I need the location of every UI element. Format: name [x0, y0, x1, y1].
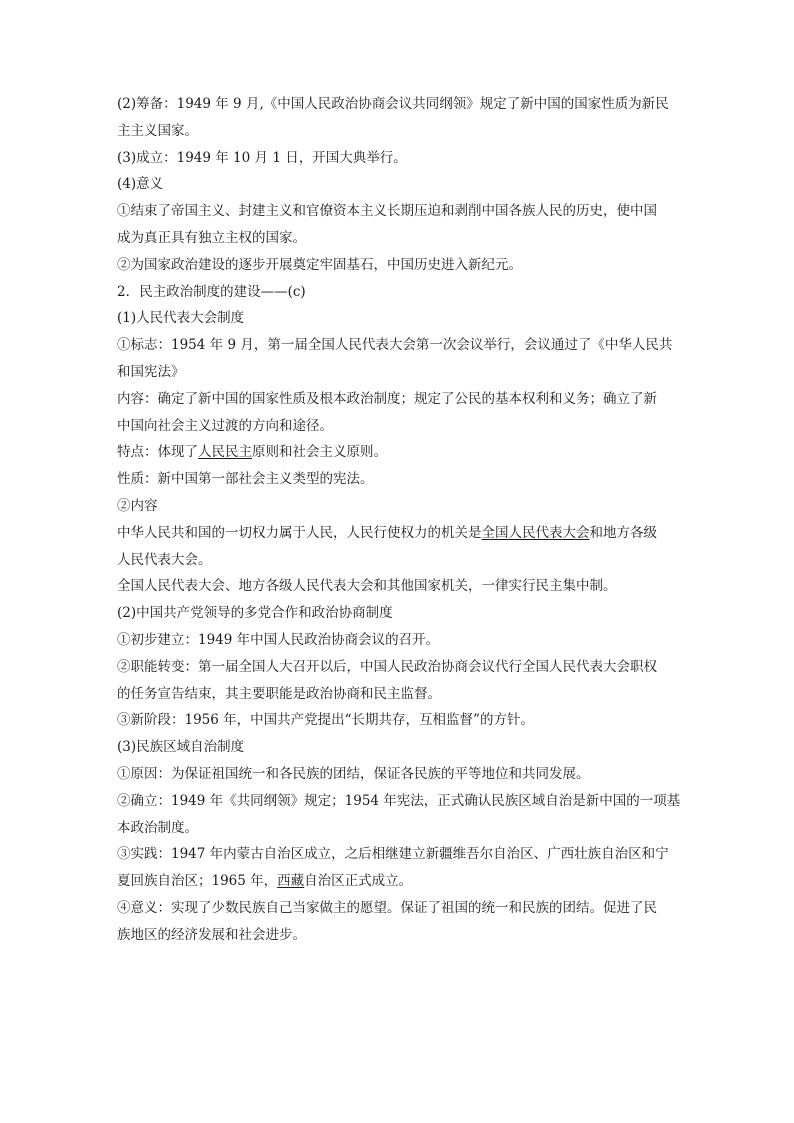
text-segment: ②内容 — [117, 497, 158, 514]
text-segment: ①结束了帝国主义、封建主义和官僚资本主义长期压迫和剥削中国各族人民的历史，使中国 — [117, 203, 657, 220]
text-segment: ②为国家政治建设的逐步开展奠定牢固基石，中国历史进入新纪元。 — [117, 256, 522, 273]
text-line — [117, 439, 683, 466]
text-line — [117, 252, 683, 279]
text-segment: 夏回族自治区；1965 年， — [117, 873, 278, 890]
underlined-term: 全国人民代表大会 — [481, 524, 590, 541]
text-line — [117, 118, 683, 145]
text-line — [117, 413, 683, 440]
text-line — [117, 627, 683, 654]
underlined-term: 人民民主 — [198, 444, 252, 461]
text-line — [117, 841, 683, 868]
text-segment: 主主义国家。 — [117, 122, 198, 139]
text-segment: ③实践：1947 年内蒙古自治区成立，之后相继建立新疆维吾尔自治区、广西壮族自治区和宁 — [117, 846, 669, 863]
text-line — [117, 305, 683, 332]
text-line — [117, 815, 683, 842]
text-segment: ②职能转变：第一届全国人大召开以后，中国人民政治协商会议代行全国人民代表大会职权 — [117, 658, 657, 675]
text-line — [117, 761, 683, 788]
text-segment: ③新阶段：1956 年，中国共产党提出“长期共存，互相监督”的方针。 — [117, 712, 534, 729]
text-segment: ①原因：为保证祖国统一和各民族的团结，保证各民族的平等地位和共同发展。 — [117, 765, 590, 782]
text-line — [117, 707, 683, 734]
text-segment: 中华人民共和国的一切权力属于人民，人民行使权力的机关是 — [117, 524, 482, 541]
text-segment: 2．民主政治制度的建设——(c) — [117, 283, 306, 300]
text-segment: 的任务宣告结束，其主要职能是政治协商和民主监督。 — [117, 685, 441, 702]
text-segment: 族地区的经济发展和社会进步。 — [117, 926, 306, 943]
text-line — [117, 145, 683, 172]
text-segment: 特点：体现了 — [117, 444, 198, 461]
text-segment: ①标志：1954 年 9 月，第一届全国人民代表大会第一次会议举行，会议通过了《中华人民共 — [117, 337, 673, 354]
text-segment: 内容：确定了新中国的国家性质及根本政治制度；规定了公民的基本权利和义务；确立了新 — [117, 390, 657, 407]
text-line — [117, 520, 683, 547]
text-segment: 全国人民代表大会、地方各级人民代表大会和其他国家机关，一律实行民主集中制。 — [117, 578, 617, 595]
text-line — [117, 171, 683, 198]
text-line — [117, 279, 683, 306]
text-segment: 人民代表大会。 — [117, 551, 212, 568]
text-line — [117, 654, 683, 681]
text-segment: (3)成立：1949 年 10 月 1 日，开国大典举行。 — [117, 149, 407, 166]
text-line — [117, 386, 683, 413]
text-segment: (1)人民代表大会制度 — [117, 310, 245, 327]
text-segment: 和国宪法》 — [117, 363, 185, 380]
text-segment: (3)民族区域自治制度 — [117, 739, 245, 756]
text-line — [117, 681, 683, 708]
text-segment: 本政治制度。 — [117, 819, 198, 836]
text-segment: 中国向社会主义过渡的方向和途径。 — [117, 417, 333, 434]
text-line — [117, 868, 683, 895]
text-line — [117, 225, 683, 252]
text-line — [117, 493, 683, 520]
text-segment: 自治区正式成立。 — [304, 873, 413, 890]
text-segment: ①初步建立：1949 年中国人民政治协商会议的召开。 — [117, 631, 440, 648]
text-line — [117, 573, 683, 600]
text-segment: 原则和社会主义原则。 — [252, 444, 387, 461]
text-line — [117, 895, 683, 922]
text-line — [117, 547, 683, 574]
underlined-term: 西藏 — [277, 873, 305, 890]
text-segment: (2)中国共产党领导的多党合作和政治协商制度 — [117, 605, 393, 622]
text-line — [117, 91, 683, 118]
text-segment: 成为真正具有独立主权的国家。 — [117, 229, 306, 246]
text-line — [117, 922, 683, 949]
text-segment: (4)意义 — [117, 176, 164, 193]
text-line — [117, 359, 683, 386]
text-segment: ②确立：1949 年《共同纲领》规定；1954 年宪法，正式确认民族区域自治是新中国的一项基 — [117, 792, 681, 809]
text-line — [117, 600, 683, 627]
document-page — [117, 91, 683, 949]
text-segment: (2)筹备：1949 年 9 月,《中国人民政治协商会议共同纲领》规定了新中国的国家性质为新民 — [117, 96, 669, 112]
text-segment: 和地方各级 — [589, 524, 657, 541]
text-line — [117, 734, 683, 761]
text-segment: ④意义：实现了少数民族自己当家做主的愿望。保证了祖国的统一和民族的团结。促进了民 — [117, 899, 657, 916]
text-line — [117, 332, 683, 359]
text-line — [117, 466, 683, 493]
text-segment: 性质：新中国第一部社会主义类型的宪法。 — [117, 471, 374, 488]
text-line — [117, 198, 683, 225]
text-line — [117, 788, 683, 815]
